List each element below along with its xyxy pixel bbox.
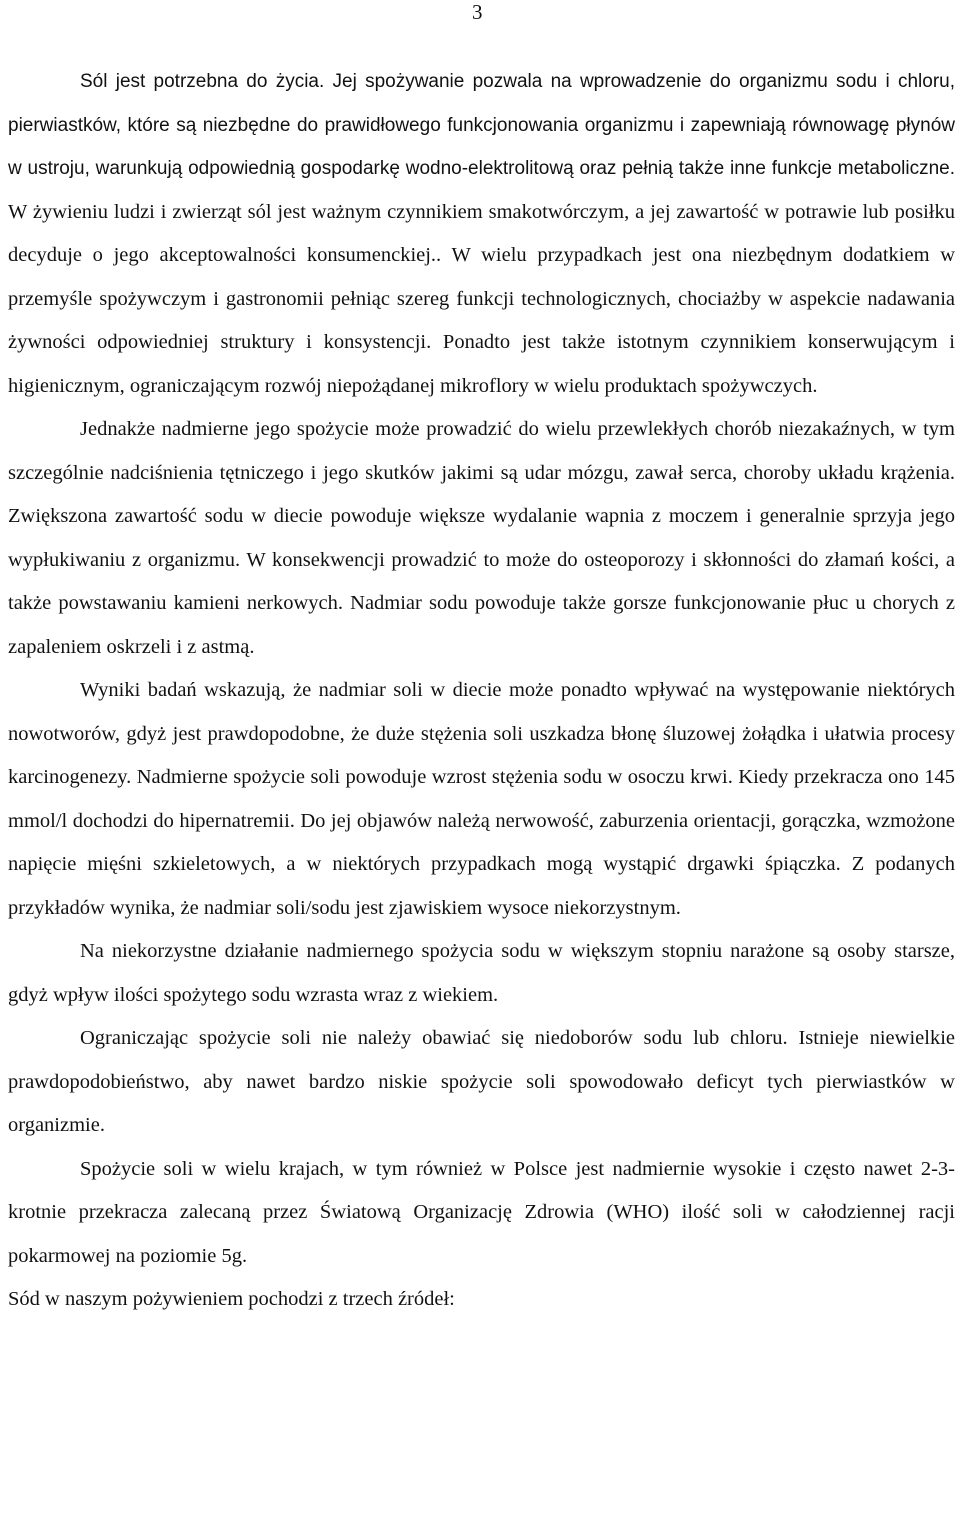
paragraph-1-part-1: Sól jest potrzebna do życia. Jej spożywanie pozwala na wprowadzenie do organizmu sodu i chloru, pierwiastków, które są niezbędne do prawidłowego funkcjonowania organizmu i zapewniają równowagę płynów w ustroju, warunkują odpowiednią gospodarkę wodno-elektrolitową oraz pełnią także inne funkcje metaboliczne. [8, 71, 955, 179]
paragraph-3 [8, 669, 955, 930]
paragraph-5-text: Ograniczając spożycie soli nie należy obawiać się niedoborów sodu lub chloru. Istnieje niewielkie prawdopodobieństwo, aby nawet bardzo niskie spożycie soli spowodowało deficyt tych pierwiastków w organizmie. [8, 1027, 955, 1136]
paragraph-4-text: Na niekorzystne działanie nadmiernego spożycia sodu w większym stopniu narażone są osoby starsze, gdyż wpływ ilości spożytego sodu wzrasta wraz z wiekiem. [8, 940, 955, 1006]
page-number: 3 [472, 0, 483, 24]
paragraph-1 [8, 60, 955, 408]
paragraph-2-text: Jednakże nadmierne jego spożycie może prowadzić do wielu przewlekłych chorób niezakaźnych, w tym szczególnie nadciśnienia tętniczego i jego skutków jakimi są udar mózgu, zawał serca, choroby układu krążenia. Zwiększona zawartość sodu w diecie powoduje większe wydalanie wapnia z moczem i generalnie sprzyja jego wypłukiwaniu z organizmu. W konsekwencji prowadzić to może do osteoporozy i skłonności do złamań kości, a także powstawaniu kamieni nerkowych. Nadmiar sodu powoduje także gorsze funkcjonowanie płuc u chorych z zapaleniem oskrzeli i z astmą. [8, 418, 955, 658]
paragraph-4 [8, 930, 955, 1017]
document-body [8, 60, 955, 1322]
paragraph-1-part-2: W żywieniu ludzi i zwierząt sól jest ważnym czynnikiem smakotwórczym, a jej zawartość w potrawie lub posiłku decyduje o jego akceptowalności konsumenckiej.. W wielu przypadkach jest ona niezbędnym dodatkiem w przemyśle spożywczym i gastronomii pełniąc szereg funkcji technologicznych, chociażby w aspekcie nadawania żywności odpowiedniej struktury i konsystencji. Ponadto jest także istotnym czynnikiem konserwującym i higienicznym, ograniczającym rozwój niepożądanej mikroflory w wielu produktach spożywczych. [8, 200, 955, 397]
paragraph-2 [8, 408, 955, 669]
paragraph-6-text: Spożycie soli w wielu krajach, w tym również w Polsce jest nadmiernie wysokie i często nawet 2-3-krotnie przekracza zalecaną przez Światową Organizację Zdrowia (WHO) ilość soli w całodziennej racji pokarmowej na poziomie 5g. [8, 1157, 955, 1267]
paragraph-5 [8, 1017, 955, 1148]
paragraph-7-text: Sód w naszym pożywieniem pochodzi z trzech źródeł: [8, 1288, 455, 1310]
paragraph-7 [8, 1278, 955, 1322]
paragraph-3-text: Wyniki badań wskazują, że nadmiar soli w diecie może ponadto wpływać na występowanie niektórych nowotworów, gdyż jest prawdopodobne, że duże stężenia soli uszkadza błonę śluzowej żołądka i ułatwia procesy karcinogenezy. Nadmierne spożycie soli powoduje wzrost stężenia sodu w osoczu krwi. Kiedy przekracza ono 145 mmol/l dochodzi do hipernatremii. Do jej objawów należą nerwowość, zaburzenia orientacji, gorączka, wzmożone napięcie mięśni szkieletowych, a w niektórych przypadkach mogą wystąpić drgawki śpiączka. Z podanych przykładów wynika, że nadmiar soli/sodu jest zjawiskiem wysoce niekorzystnym. [8, 679, 955, 919]
paragraph-6 [8, 1148, 955, 1279]
